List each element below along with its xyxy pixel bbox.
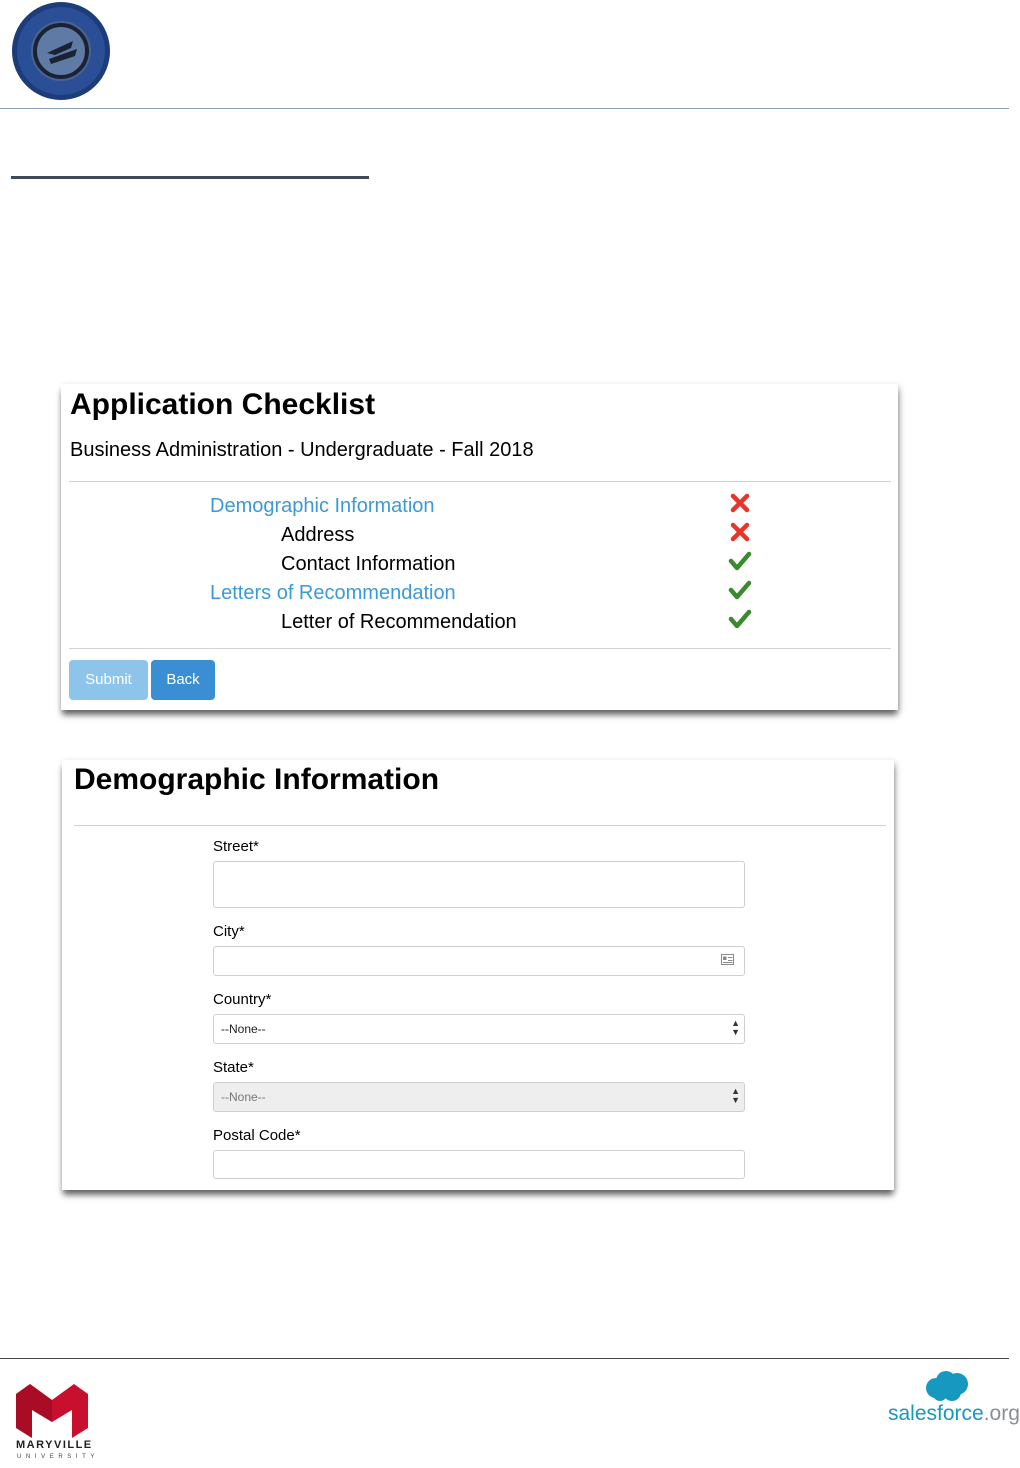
complete-check-icon — [729, 608, 751, 630]
checklist-divider-top — [69, 481, 891, 482]
checklist-divider-bottom — [69, 648, 891, 649]
salesforce-org-wordmark — [888, 1402, 1020, 1426]
street-field[interactable] — [213, 861, 745, 908]
country-selected-value: --None-- — [221, 1022, 266, 1036]
back-button[interactable]: Back — [151, 660, 215, 700]
incomplete-x-icon — [729, 492, 751, 514]
demographic-information-card — [62, 760, 894, 1190]
checklist-item-contact-information: Contact Information — [281, 553, 456, 575]
program-subtitle: Business Administration - Undergraduate - Fall 2018 — [70, 439, 534, 461]
select-arrows-icon: ▲ ▼ — [731, 1086, 740, 1105]
checklist-item-letter-of-recommendation: Letter of Recommendation — [281, 611, 517, 633]
submit-button[interactable]: Submit — [69, 660, 148, 700]
state-selected-value: --None-- — [221, 1090, 266, 1104]
postal-code-label: Postal Code* — [213, 1127, 301, 1144]
app-logo-icon — [11, 1, 111, 101]
checklist-link-demographic-information[interactable]: Demographic Information — [210, 495, 435, 517]
checklist-item-address: Address — [281, 524, 355, 546]
salesforce-wordmark-org: .org — [983, 1402, 1020, 1425]
checklist-title: Application Checklist — [70, 388, 376, 421]
maryville-wordmark: MARYVILLE — [16, 1439, 93, 1451]
header-divider — [0, 108, 1009, 109]
salesforce-wordmark-main: salesforce — [888, 1402, 984, 1425]
city-label: City* — [213, 923, 245, 940]
salesforce-cloud-icon — [924, 1370, 970, 1402]
postal-code-field[interactable] — [213, 1150, 745, 1179]
checklist-link-letters-of-recommendation[interactable]: Letters of Recommendation — [210, 582, 456, 604]
complete-check-icon — [729, 550, 751, 572]
state-label: State* — [213, 1059, 254, 1076]
footer-divider — [0, 1358, 1009, 1359]
country-select[interactable] — [213, 1014, 745, 1044]
maryville-sub-wordmark: UNIVERSITY — [17, 1454, 100, 1460]
application-checklist-card — [61, 384, 898, 710]
contact-card-icon — [721, 954, 734, 965]
demographic-divider — [74, 825, 886, 826]
incomplete-x-icon — [729, 521, 751, 543]
country-label: Country* — [213, 991, 272, 1008]
title-underline — [11, 176, 369, 179]
select-arrows-icon: ▲ ▼ — [731, 1018, 740, 1037]
demographic-title: Demographic Information — [74, 763, 440, 796]
city-field[interactable] — [213, 946, 745, 976]
complete-check-icon — [729, 579, 751, 601]
street-label: Street* — [213, 838, 259, 855]
state-select[interactable] — [213, 1082, 745, 1112]
